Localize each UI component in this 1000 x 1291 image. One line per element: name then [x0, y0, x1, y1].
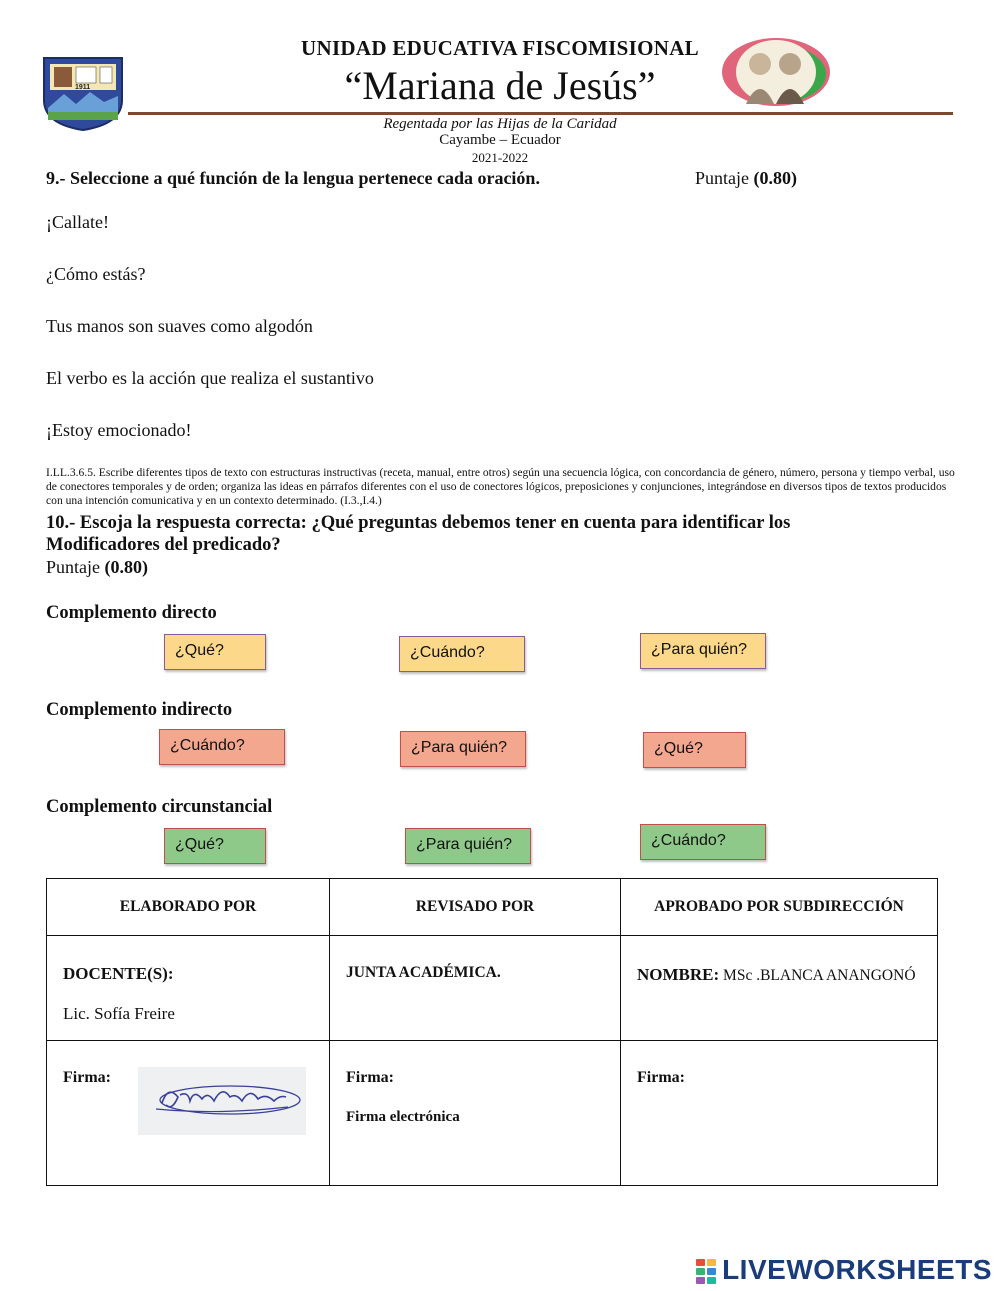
- liveworksheets-blocks-icon: [696, 1259, 718, 1285]
- score-value: (0.80): [753, 168, 797, 188]
- firma-label: Firma:: [346, 1069, 394, 1086]
- sentence-2: ¿Cómo estás?: [46, 264, 146, 284]
- header-rule: [128, 112, 953, 115]
- option-cuando[interactable]: ¿Cuándo?: [640, 824, 766, 860]
- header-location: Cayambe – Ecuador: [439, 132, 561, 148]
- firma-electronica: Firma electrónica: [346, 1109, 460, 1125]
- option-para-quien[interactable]: ¿Para quién?: [640, 633, 766, 669]
- firma-subdireccion-cell: [621, 1041, 938, 1186]
- category-complemento-directo: Complemento directo: [46, 603, 217, 623]
- option-cuando[interactable]: ¿Cuándo?: [159, 729, 285, 765]
- question-9-score: [695, 168, 797, 189]
- sentence-3: Tus manos son suaves como algodón: [46, 316, 313, 336]
- header-year: 2021-2022: [471, 150, 529, 165]
- school-title: “Mariana de Jesús”: [344, 63, 656, 108]
- sentence-1: ¡Callate!: [46, 212, 109, 232]
- header-elaborado: ELABORADO POR: [47, 879, 330, 936]
- nombre-cell: [621, 936, 938, 1041]
- header-revisado: REVISADO POR: [330, 879, 621, 936]
- approval-table: [46, 878, 938, 1186]
- docente-label: DOCENTE(S):: [63, 964, 174, 983]
- firma-label: Firma:: [63, 1069, 111, 1086]
- nombre-label: NOMBRE:: [637, 965, 720, 984]
- nombre-value: MSc .BLANCA ANANGONÓ: [723, 967, 916, 984]
- header-aprobado: APROBADO POR SUBDIRECCIÓN: [621, 879, 938, 936]
- founders-portrait: [720, 34, 832, 108]
- firma-junta-cell: [330, 1041, 621, 1186]
- category-complemento-indirecto: Complemento indirecto: [46, 700, 233, 720]
- handwritten-signature: [138, 1067, 306, 1135]
- brand-text: LIVEWORKSHEETS: [722, 1254, 992, 1285]
- score-label: Puntaje: [46, 557, 100, 577]
- firma-label: Firma:: [637, 1069, 685, 1086]
- school-name: UNIDAD EDUCATIVA FISCOMISIONAL: [301, 36, 699, 60]
- question-9-prompt: 9.- Seleccione a qué función de la lengua pertenece cada oración.: [46, 168, 540, 188]
- option-para-quien[interactable]: ¿Para quién?: [400, 731, 526, 767]
- option-que[interactable]: ¿Qué?: [164, 828, 266, 864]
- score-value: (0.80): [104, 557, 148, 577]
- option-para-quien[interactable]: ¿Para quién?: [405, 828, 531, 864]
- sentence-5: ¡Estoy emocionado!: [46, 420, 192, 440]
- crest-year: 1911: [75, 84, 91, 91]
- score-label: Puntaje: [695, 168, 749, 188]
- option-que[interactable]: ¿Qué?: [643, 732, 746, 768]
- liveworksheets-logo: [696, 1254, 992, 1286]
- category-complemento-circunstancial: Complemento circunstancial: [46, 797, 273, 817]
- option-que[interactable]: ¿Qué?: [164, 634, 266, 670]
- learning-indicator: I.LL.3.6.5. Escribe diferentes tipos de texto con estructuras instructivas (receta, manual, entre otros) según una secuencia lógica, con concordancia de género, número, persona y tiempo verbal, uso de conectores temporales y de orden; organiza las ideas en párrafos diferentes con el uso de conectores lógicos, preposiciones y conjunciones, integrándose en diversos tipos de textos producidos con una intención comunicativa y en un contexto determinado. (I.3.,I.4.): [46, 466, 955, 507]
- sentence-4: El verbo es la acción que realiza el sustantivo: [46, 368, 374, 388]
- docente-name: Lic. Sofía Freire: [63, 1004, 175, 1023]
- docente-cell: [47, 936, 330, 1041]
- header-subtitle: Regentada por las Hijas de la Caridad: [383, 116, 617, 132]
- firma-docente-cell: [47, 1041, 330, 1186]
- junta-label: JUNTA ACADÉMICA.: [346, 964, 501, 981]
- question-10-score: [46, 557, 148, 578]
- option-cuando[interactable]: ¿Cuándo?: [399, 636, 525, 672]
- junta-cell: [330, 936, 621, 1041]
- question-10-prompt: 10.- Escoja la respuesta correcta: ¿Qué preguntas debemos tener en cuenta para identificar los Modificadores del predicado?: [46, 513, 791, 555]
